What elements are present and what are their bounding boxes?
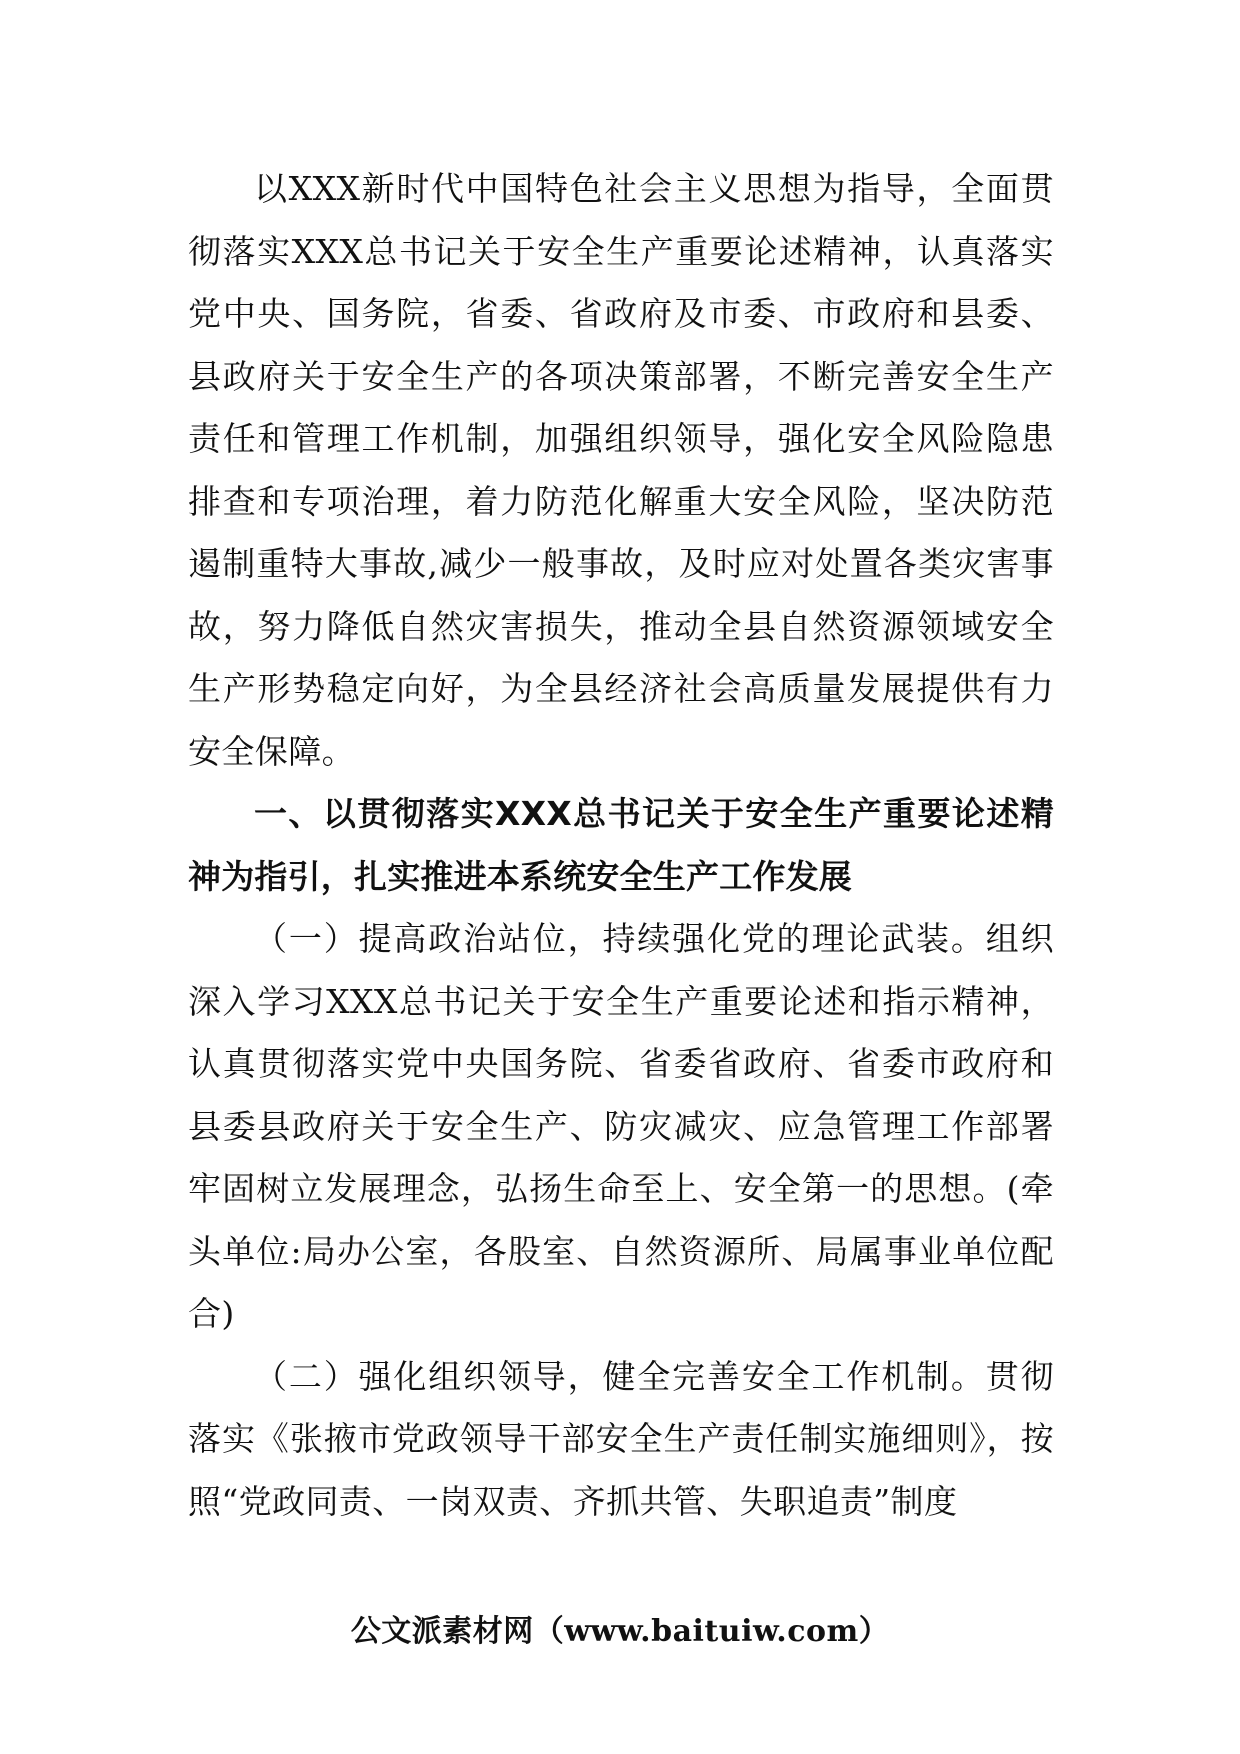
footer-watermark: 公文派素材网（www.baituiw.com） [350,1614,890,1649]
section-heading-1: 一、以贯彻落实XXX总书记关于安全生产重要论述精神为指引，扎实推进本系统安全生产工作发展 [188,794,1054,896]
paragraph-item-1: （一）提高政治站位，持续强化党的理论武装。组织深入学习XXX总书记关于安全生产重要论述和指示精神，认真贯彻落实党中央国务院、省委省政府、省委市政府和县委县政府关于安全生产、防灾减灾、应急管理工作部署牢固树立发展理念，弘扬生命至上、安全第一的思想。(牵头单位:局办公室，各股室、自然资源所、局属事业单位配合) [188,919,1054,1333]
document-body [188,158,1054,1533]
paragraph-item-2: （二）强化组织领导，健全完善安全工作机制。贯彻落实《张掖市党政领导干部安全生产责任制实施细则》，按照“党政同责、一岗双责、齐抓共管、失职追责”制度 [188,1356,1054,1521]
intro-paragraph: 以XXX新时代中国特色社会主义思想为指导，全面贯彻落实XXX总书记关于安全生产重要论述精神，认真落实党中央、国务院，省委、省政府及市委、市政府和县委、县政府关于安全生产的各项决策部署，不断完善安全生产责任和管理工作机制，加强组织领导，强化安全风险隐患排查和专项治理，着力防范化解重大安全风险，坚决防范遏制重特大事故,减少一般事故，及时应对处置各类灾害事故，努力降低自然灾害损失，推动全县自然资源领域安全生产形势稳定向好，为全县经济社会高质量发展提供有力安全保障。 [188,169,1054,771]
